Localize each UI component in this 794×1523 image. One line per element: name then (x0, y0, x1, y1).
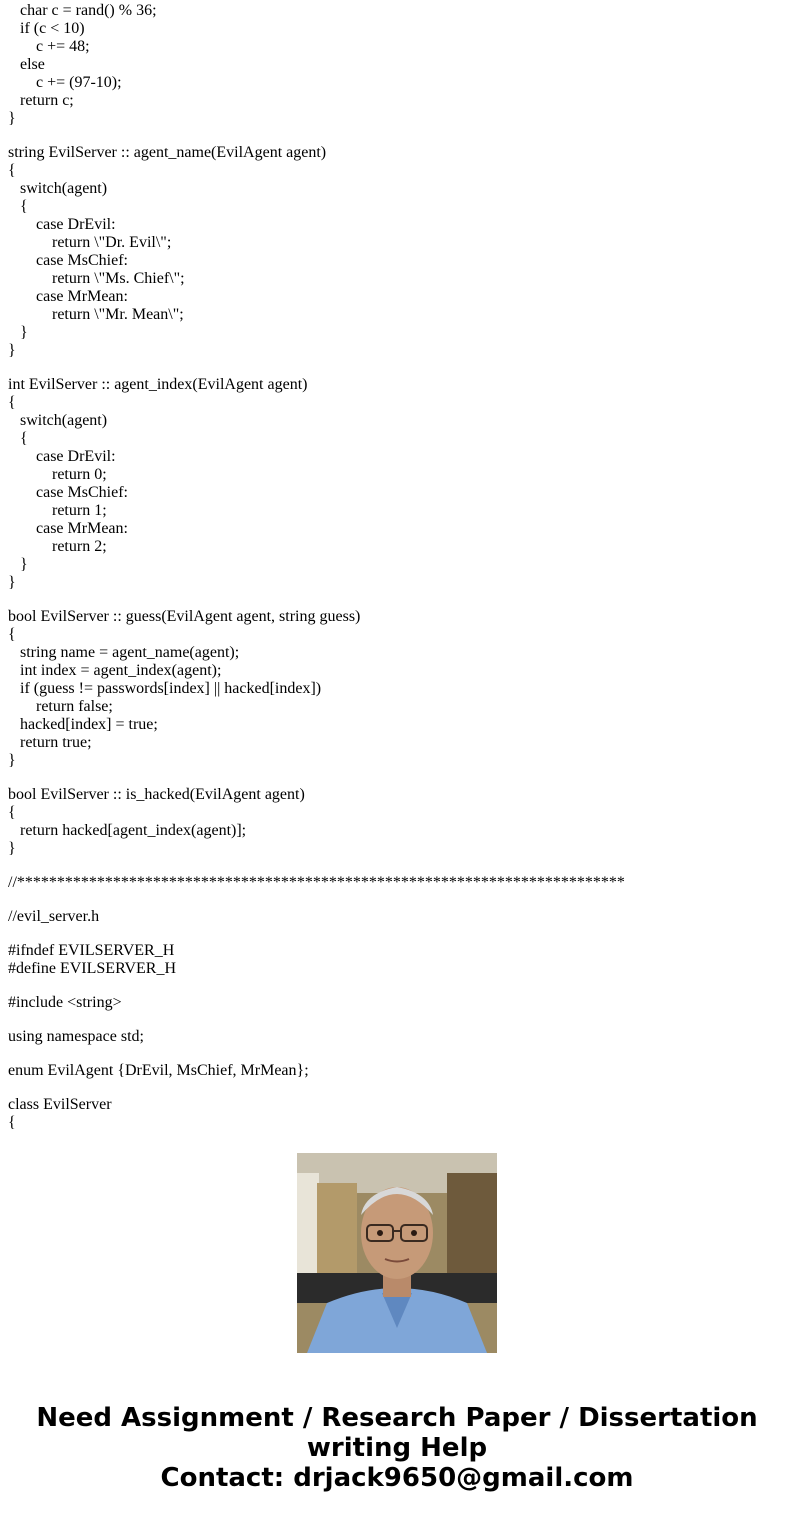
code-line: else (8, 56, 45, 73)
code-line: char c = rand() % 36; (8, 2, 157, 19)
code-line: case DrEvil: (8, 216, 116, 233)
author-avatar (297, 1153, 497, 1353)
code-line: bool EvilServer :: is_hacked(EvilAgent agent) (8, 786, 305, 803)
code-line: enum EvilAgent {DrEvil, MsChief, MrMean}; (8, 1062, 309, 1079)
code-line (8, 770, 625, 786)
code-line: return \"Mr. Mean\"; (8, 306, 184, 323)
code-line: switch(agent) (8, 412, 108, 429)
promo-contact: Contact: drjack9650@gmail.com (160, 1463, 634, 1493)
code-line: int EvilServer :: agent_index(EvilAgent agent) (8, 376, 308, 393)
code-line: } (8, 556, 28, 573)
code-line: } (8, 752, 16, 769)
promo-line-1: Need Assignment / Research Paper / Dissertation (36, 1403, 758, 1433)
code-line (8, 892, 625, 908)
code-line: #ifndef EVILSERVER_H (8, 942, 175, 959)
code-line: } (8, 840, 16, 857)
code-line: return 0; (8, 466, 107, 483)
code-line (8, 978, 625, 994)
code-line: case MsChief: (8, 252, 128, 269)
code-line (8, 360, 625, 376)
code-line (8, 1080, 625, 1096)
code-line: { (8, 430, 28, 447)
code-line: case MrMean: (8, 520, 128, 537)
code-line (8, 592, 625, 608)
code-line: c += 48; (8, 38, 90, 55)
code-line: bool EvilServer :: guess(EvilAgent agent, string guess) (8, 608, 361, 625)
code-line: #include <string> (8, 994, 122, 1011)
code-lines (8, 0, 625, 1132)
code-line (8, 1046, 625, 1062)
code-line (8, 926, 625, 942)
code-line: } (8, 574, 16, 591)
code-line: return 1; (8, 502, 107, 519)
code-line: return false; (8, 698, 113, 715)
code-line: { (8, 626, 16, 643)
code-line: if (c < 10) (8, 20, 85, 37)
code-line: #define EVILSERVER_H (8, 960, 177, 977)
code-line: int index = agent_index(agent); (8, 662, 222, 679)
code-line: return true; (8, 734, 92, 751)
code-line: } (8, 342, 16, 359)
code-line: { (8, 394, 16, 411)
code-line: hacked[index] = true; (8, 716, 158, 733)
code-line: case DrEvil: (8, 448, 116, 465)
code-line: using namespace std; (8, 1028, 144, 1045)
code-line: return hacked[agent_index(agent)]; (8, 822, 247, 839)
code-line: { (8, 198, 28, 215)
code-line: switch(agent) (8, 180, 108, 197)
code-line: string EvilServer :: agent_name(EvilAgent agent) (8, 144, 327, 161)
code-line (8, 128, 625, 144)
code-line: return \"Ms. Chief\"; (8, 270, 185, 287)
code-line: c += (97-10); (8, 74, 122, 91)
code-line (8, 1012, 625, 1028)
code-line: } (8, 110, 16, 127)
promo-line-2: writing Help (306, 1433, 488, 1463)
author-photo (297, 1153, 497, 1353)
code-line: return c; (8, 92, 74, 109)
code-line: //**************************************************************************** (8, 874, 625, 891)
code-line: { (8, 804, 16, 821)
code-line: case MsChief: (8, 484, 128, 501)
code-line: { (8, 1114, 16, 1131)
code-line: string name = agent_name(agent); (8, 644, 240, 661)
code-line: if (guess != passwords[index] || hacked[index]) (8, 680, 322, 697)
promo-banner (0, 1403, 794, 1493)
code-line (8, 858, 625, 874)
code-line: return 2; (8, 538, 107, 555)
code-line: //evil_server.h (8, 908, 100, 925)
code-line: } (8, 324, 28, 341)
code-line: case MrMean: (8, 288, 128, 305)
code-line: class EvilServer (8, 1096, 112, 1113)
code-line: return \"Dr. Evil\"; (8, 234, 172, 251)
code-line: { (8, 162, 16, 179)
